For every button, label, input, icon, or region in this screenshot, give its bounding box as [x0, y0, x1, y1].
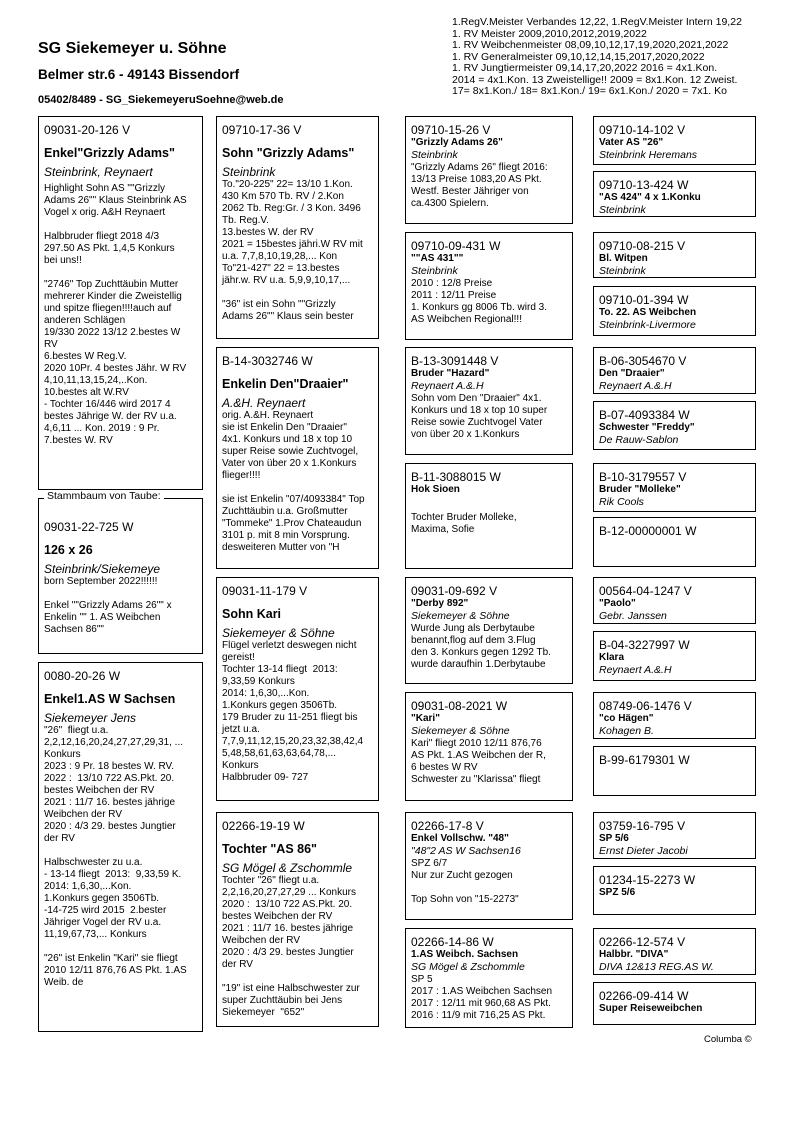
breeder-name: Siekemeyer Jens: [44, 711, 137, 725]
pedigree-box-mmmm: [593, 982, 756, 1025]
pigeon-description: Wurde Jung als Derbytaube benannt,flog auf dem 3.Flug den 3. Konkurs gegen 1292 Tb. wurde daraufhin 1.Derbytaube: [411, 623, 551, 670]
ring-number: 09710-09-431 W: [411, 239, 501, 253]
pedigree-box-fff: [405, 116, 573, 224]
ring-number: 09710-15-26 V: [411, 123, 491, 137]
ring-number: B-07-4093384 W: [599, 408, 690, 422]
ring-number: 09710-08-215 V: [599, 239, 686, 253]
breeder-name: Steinbrink: [599, 265, 646, 277]
pedigree-box-mother: [38, 662, 203, 1032]
pigeon-name: SPZ 5/6: [599, 887, 636, 898]
pigeon-name: "Paolo": [599, 598, 636, 609]
pedigree-box-mf: [216, 577, 379, 801]
ring-number: B-11-3088015 W: [411, 470, 501, 484]
pedigree-box-fm: [216, 347, 379, 569]
pedigree-box-fmmf: [593, 463, 756, 512]
breeder-name: Steinbrink: [411, 149, 458, 161]
pedigree-box-fmff: [593, 347, 756, 394]
pigeon-description: SP 5 2017 : 1.AS Weibchen Sachsen 2017 : 12/11 mit 960,68 AS Pkt. 2016 : 11/9 mit 716,25 AS Pkt.: [411, 974, 553, 1021]
achievement-line: 1. RV Weibchenmeister 08,09,10,12,17,19,2020,2021,2022: [452, 39, 729, 51]
pedigree-box-mmff: [593, 812, 756, 859]
achievement-titles: [452, 17, 782, 98]
breeder-name: Siekemeyer & Söhne: [411, 725, 510, 737]
ring-number: B-12-00000001 W: [599, 524, 697, 538]
pedigree-box-mmf: [405, 812, 573, 920]
pedigree-box-mm: [216, 812, 379, 1027]
breeder-name: Siekemeyer & Söhne: [411, 610, 510, 622]
ring-number: 02266-09-414 W: [599, 989, 689, 1003]
ring-number: 09031-11-179 V: [222, 584, 308, 598]
pigeon-description: Sohn vom Den "Draaier" 4x1. Konkurs und 18 x top 10 super Reise sowie Zuchtvogel Vater von über 20 x 1.Konkurs: [411, 393, 548, 440]
achievement-line: 1. RV Meister 2009,2010,2012,2019,2022: [452, 27, 647, 40]
achievement-line: 2014 = 4x1.Kon. 13 Zweistellige!! 2009 = 8x1.Kon. 12 Zweist.: [452, 73, 738, 86]
pigeon-description: 2010 : 12/8 Preise 2011 : 12/11 Preise 1. Konkurs gg 8006 Tb. wird 3. AS Weibchen Regional!!!: [411, 278, 548, 325]
pigeon-name: 126 x 26: [44, 543, 93, 557]
breeder-name: Steinbrink, Reynaert: [44, 165, 153, 179]
pigeon-description: Highlight Sohn AS ""Grizzly Adams 26"" Klaus Steinbrink AS Vogel x orig. A&H Reynaert Halbbruder fliegt 2018 4/3 297.50 AS Pkt. 1,4,5 Konkurs bei uns!! "2746" Top Zuchttäubin Mutter mehrerer Kinder die Zweistellig und spitze fliegen!!!!auch auf anderen Schlägen 19/330 2022 13/12 2.bestes W RV 6.bestes W Reg.V. 2020 10Pr. 4 bestes Jähr. W RV 4,10,11,13,15,24,..Kon. 10.bestes alt W.RV - Tochter 16/446 wird 2017 4 bestes Jährige W. der RV u.a. 4,6,11 ... Kon. 2019 : 9 Pr. 7.bestes W. RV: [44, 183, 187, 446]
pedigree-box-ffmf: [593, 232, 756, 278]
ring-number: 09031-22-725 W: [44, 520, 134, 534]
pigeon-name: 1.AS Weibch. Sachsen: [411, 949, 519, 960]
pedigree-box-mmfm: [593, 866, 756, 915]
pigeon-name: Klara: [599, 652, 625, 663]
pigeon-name: To. 22. AS Weibchen: [599, 307, 697, 318]
breeder-name: Steinbrink: [599, 204, 646, 216]
pigeon-name: SP 5/6: [599, 833, 629, 844]
pigeon-name: Sohn "Grizzly Adams": [222, 146, 355, 160]
pigeon-description: To."20-225" 22= 13/10 1.Kon. 430 Km 570 Tb. RV / 2.Kon 2062 Tb. Reg:Gr. / 3 Kon. 3496 Tb. Reg.V. 13.bestes W. der RV 2021 = 15bestes jähri.W RV mit u.a. 7,7,8,10,19,28,... Kon To"21-427" 22 = 13.bestes jähr.w. RV u.a. 5,9,9,10,17,... "36" ist ein Sohn ""Grizzly Adams 26"" Klaus sein bester: [222, 179, 363, 322]
breeder-name: Siekemeyer & Söhne: [222, 626, 335, 640]
achievement-line: 1. RV Generalmeister 09,10,12,14,15,2017,2020,2022: [452, 50, 705, 63]
ring-number: 02266-17-8 V: [411, 819, 484, 833]
ring-number: 09710-17-36 V: [222, 123, 302, 137]
pigeon-name: Sohn Kari: [222, 607, 282, 621]
pigeon-name: Bl. Witpen: [599, 253, 648, 264]
breeder-name: "48"2 AS W Sachsen16: [411, 845, 521, 857]
ring-number: 02266-14-86 W: [411, 935, 494, 949]
achievement-line: 1. RV Jungtiermeister 09,14,17,20,2022 2016 = 4x1.Kon.: [452, 62, 718, 74]
ring-number: 09031-20-126 V: [44, 123, 131, 137]
pigeon-name: "Kari": [411, 713, 440, 724]
breeder-name: A.&H. Reynaert: [222, 396, 306, 410]
breeder-name: Steinbrink: [411, 265, 458, 277]
ring-number: 00564-04-1247 V: [599, 584, 692, 598]
pedigree-box-mfmm: [593, 746, 756, 796]
pedigree-box-ff: [216, 116, 379, 339]
breeder-name: Steinbrink Heremans: [599, 149, 698, 161]
pigeon-description: orig. A.&H. Reynaert sie ist Enkelin Den "Draaier" 4x1. Konkurs und 18 x top 10 super Reise sowie Zuchtvogel, Vater von über 20 x 1.Konkurs flieger!!!! sie ist Enkelin "07/4093384" Top Zuchttäubin u.a. Großmutter "Tommeke" 1.Prov Chateaudun 3101 p. mit 8 min Vorsprung. desweiteren Mutter von "H: [222, 410, 365, 553]
pedigree-box-fmmm: [593, 517, 756, 567]
pigeon-name: "co Hägen": [599, 713, 654, 724]
pedigree-box-fmm: [405, 463, 573, 569]
breeder-name: Steinbrink/Siekemeye: [44, 562, 161, 576]
breeder-name: Steinbrink-Livermore: [599, 319, 696, 331]
pigeon-name: Enkelin Den"Draaier": [222, 377, 349, 391]
breeder-name: De Rauw-Sablon: [599, 434, 679, 446]
breeder-name: Steinbrink: [222, 165, 276, 179]
pigeon-name: Hok Sioen: [411, 484, 460, 495]
ring-number: 0080-20-26 W: [44, 669, 121, 683]
pedigree-box-father: [38, 116, 203, 490]
loft-contact: 05402/8489 - SG_SiekemeyeruSoehne@web.de: [38, 94, 284, 106]
loft-address: Belmer str.6 - 49143 Bissendorf: [38, 67, 240, 82]
pigeon-description: born September 2022!!!!!! Enkel ""Grizzly Adams 26"" x Enkelin "" 1. AS Weibchen Sachsen 86"": [44, 576, 172, 635]
ring-number: B-14-3032746 W: [222, 354, 313, 368]
breeder-name: Kohagen B.: [599, 725, 654, 737]
breeder-name: Reynaert A.&.H: [599, 380, 672, 392]
pigeon-name: Schwester "Freddy": [599, 422, 695, 433]
ring-number: 03759-16-795 V: [599, 819, 686, 833]
ring-number: B-06-3054670 V: [599, 354, 687, 368]
ring-number: 09031-09-692 V: [411, 584, 498, 598]
ring-number: B-13-3091448 V: [411, 354, 499, 368]
ring-number: 08749-06-1476 V: [599, 699, 692, 713]
ring-number: B-10-3179557 V: [599, 470, 687, 484]
breeder-name: Reynaert A.&.H: [411, 380, 484, 392]
pigeon-name: Enkel"Grizzly Adams": [44, 146, 175, 160]
pigeon-name: Halbbr. "DIVA": [599, 949, 669, 960]
achievement-line: 1.RegV.Meister Verbandes 12,22, 1.RegV.Meister Intern 19,22: [452, 16, 742, 28]
columba-footer: Columba ©: [704, 1034, 752, 1045]
pigeon-description: Flügel verletzt deswegen nicht gereist! Tochter 13-14 fliegt 2013: 9,33,59 Konkurs 2014: 1,6,30,...Kon. 1.Konkurs gegen 3506Tb. 179 Bruder zu 11-251 fliegt bis jetzt u.a. 7,7,9,11,12,15,20,23,32,38,42,4 5,48,58,61,63,63,64,78,... Konkurs Halbbruder 09- 727: [222, 640, 364, 783]
ring-number: B-99-6179301 W: [599, 753, 690, 767]
pedigree-box-fffm: [593, 171, 756, 217]
pigeon-description: "26" fliegt u.a. 2,2,12,16,20,24,27,27,29,31, ... Konkurs 2023 : 9 Pr. 18 bestes W. RV. 2022 : 13/10 722 AS.Pkt. 20. bestes Weibchen der RV 2021 : 11/7 16. bestes jährige Weibchen der RV 2020 : 4/3 29. bestes Jungtier der RV Halbschwester zu u.a. - 13-14 fliegt 2013: 9,33,59 K. 2014: 1,6,30,...Kon. 1.Konkurs gegen 3506Tb. -14-725 wird 2015 2.bester Jähriger Vogel der RV u.a. 11,19,67,73,... Konkurs "26" ist Enkelin "Kari" sie fliegt 2010 12/11 876,76 AS Pkt. 1.AS Weib. de: [44, 725, 187, 988]
breeder-name: Gebr. Janssen: [599, 610, 667, 622]
pigeon-name: "Grizzly Adams 26": [411, 137, 503, 148]
pigeon-description: Kari" fliegt 2010 12/11 876,76 AS Pkt. 1.AS Weibchen der R, 6 bestes W RV Schwester zu "Klarissa" fliegt: [411, 738, 546, 785]
pedigree-box-mfmf: [593, 692, 756, 739]
pedigree-box-fmfm: [593, 401, 756, 450]
pigeon-description: SPZ 6/7 Nur zur Zucht gezogen Top Sohn von "15-2273": [411, 858, 519, 905]
pedigree-box-ffmm: [593, 286, 756, 336]
ring-number: B-04-3227997 W: [599, 638, 690, 652]
pigeon-name: Den "Draaier": [599, 368, 665, 379]
pigeon-name: Tochter "AS 86": [222, 842, 317, 856]
pigeon-name: Vater AS "26": [599, 137, 664, 148]
ring-number: 01234-15-2273 W: [599, 873, 696, 887]
breeder-name: Rik Cools: [599, 496, 644, 508]
pigeon-description: Tochter Bruder Molleke, Maxima, Sofie: [411, 512, 517, 535]
pigeon-name: ""AS 431"": [411, 253, 464, 264]
ring-number: 02266-19-19 W: [222, 819, 305, 833]
pedigree-box-fmf: [405, 347, 573, 455]
pigeon-name: "AS 424" 4 x 1.Konku: [599, 192, 701, 203]
stammbaum-label: Stammbaum von Taube:: [44, 490, 164, 502]
ring-number: 09710-14-102 V: [599, 123, 686, 137]
pedigree-box-mff: [405, 577, 573, 684]
ring-number: 09031-08-2021 W: [411, 699, 508, 713]
pigeon-name: Bruder "Hazard": [411, 368, 490, 379]
pigeon-description: Tochter "26" fliegt u.a. 2,2,16,20,27,27,29 ... Konkurs 2020 : 13/10 722 AS.Pkt. 20. bestes Weibchen der RV 2021 : 11/7 16. bestes jährige Weibchen der RV 2020 : 4/3 29. bestes Jungtier der RV "19" ist eine Halbschwester zur super Zuchttäubin bei Jens Siekemeyer "652": [222, 875, 360, 1018]
ring-number: 02266-12-574 V: [599, 935, 686, 949]
pedigree-box-ffff: [593, 116, 756, 165]
pedigree-box-mmm: [405, 928, 573, 1028]
breeder-name: SG Mögel & Zschommle: [222, 861, 353, 875]
pigeon-name: Enkel1.AS W Sachsen: [44, 692, 176, 706]
pigeon-name: Bruder "Molleke": [599, 484, 681, 495]
breeder-name: SG Mögel & Zschommle: [411, 961, 525, 973]
pedigree-box-ffm: [405, 232, 573, 340]
pigeon-name: Super Reiseweibchen: [599, 1003, 703, 1014]
pedigree-box-subject: [38, 498, 203, 654]
pedigree-box-mffm: [593, 631, 756, 681]
breeder-name: Reynaert A.&.H: [599, 664, 672, 676]
ring-number: 09710-01-394 W: [599, 293, 689, 307]
ring-number: 09710-13-424 W: [599, 178, 689, 192]
pedigree-box-mmmf: [593, 928, 756, 975]
breeder-name: DIVA 12&13 REG.AS W.: [599, 961, 714, 973]
pedigree-box-mfm: [405, 692, 573, 801]
achievement-line: 17= 8x1.Kon./ 18= 8x1.Kon./ 19= 6x1.Kon./ 2020 = 7x1. Ko: [452, 85, 727, 97]
loft-name: SG Siekemeyer u. Söhne: [38, 40, 227, 57]
pedigree-box-mfff: [593, 577, 756, 624]
breeder-name: Ernst Dieter Jacobi: [599, 845, 688, 857]
pigeon-description: "Grizzly Adams 26" fliegt 2016: 13/13 Preise 1083,20 AS Pkt. Westf. Bester Jähriger von ca.4300 Spielern.: [411, 162, 548, 209]
pigeon-name: "Derby 892": [411, 598, 469, 609]
pigeon-name: Enkel Vollschw. "48": [411, 833, 509, 844]
